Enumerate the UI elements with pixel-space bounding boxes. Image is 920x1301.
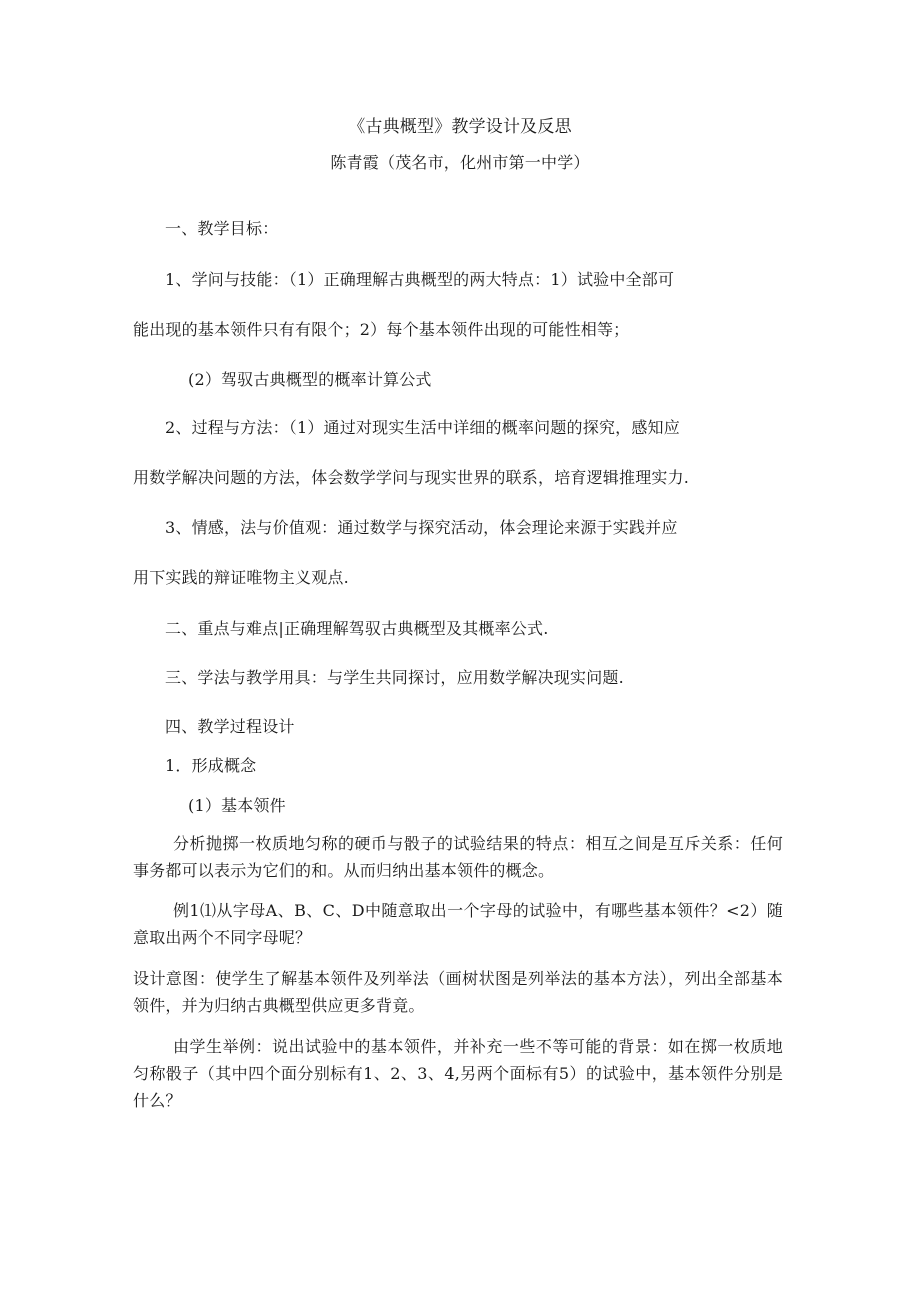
section-2-key-points: 二、重点与难点|正确理解驾驭古典概型及其概率公式. (165, 619, 549, 638)
section-1-heading: 一、教学目标： (165, 219, 279, 238)
objective-3-line-2: 用下实践的辩证唯物主义观点. (133, 568, 349, 587)
objective-2-line-2: 用数学解决问题的方法，体会数学学问与现实世界的联系，培育逻辑推理实力. (133, 468, 690, 487)
section-4-subheading-1: 1．形成概念 (165, 756, 257, 775)
document-author: 陈青霞（茂名市，化州市第一中学） (330, 153, 590, 172)
objective-1-sub-2: (2）驾驭古典概型的概率计算公式 (188, 370, 432, 389)
paragraph-example-1: 例1⑴从字母A、B、C、D中随意取出一个字母的试验中，有哪些基本领件？<2）随意取出两个不同字母呢？ (133, 901, 783, 947)
paragraph-design-intent: 设计意图：使学生了解基本领件及列举法（画树状图是列举法的基本方法），列出全部基本领件，并为归纳古典概型供应更多背竟。 (133, 969, 783, 1015)
objective-1-line-1: 1、学问与技能：（1）正确理解古典概型的两大特点：1）试验中全部可 (165, 270, 675, 289)
section-3-methods: 三、学法与教学用具：与学生共同探讨，应用数学解决现实问题. (165, 668, 624, 687)
section-4-subheading-1-1: (1）基本领件 (188, 796, 286, 815)
paragraph-student-examples: 由学生举例：说出试验中的基本领件，并补充一些不等可能的背景：如在掷一枚质地匀称骰子（其中四个面分别标有1、2、3、4,另两个面标有5）的试验中，基本领件分别是什么？ (133, 1037, 783, 1110)
objective-1-line-2: 能出现的基本领件只有有限个；2）每个基本领件出现的可能性相等； (133, 320, 630, 339)
objective-2-line-1: 2、过程与方法：（1）通过对现实生活中详细的概率问题的探究，感知应 (165, 418, 680, 437)
document-title: 《古典概型》教学设计及反思 (348, 117, 572, 137)
section-4-heading: 四、教学过程设计 (165, 717, 295, 736)
paragraph-analysis: 分析抛掷一枚质地匀称的硬币与骰子的试验结果的特点：相互之间是互斥关系：任何事务都可以表示为它们的和。从而归纳出基本领件的概念。 (133, 834, 783, 880)
objective-3-line-1: 3、情感，法与价值观：通过数学与探究活动，体会理论来源于实践并应 (165, 518, 678, 537)
